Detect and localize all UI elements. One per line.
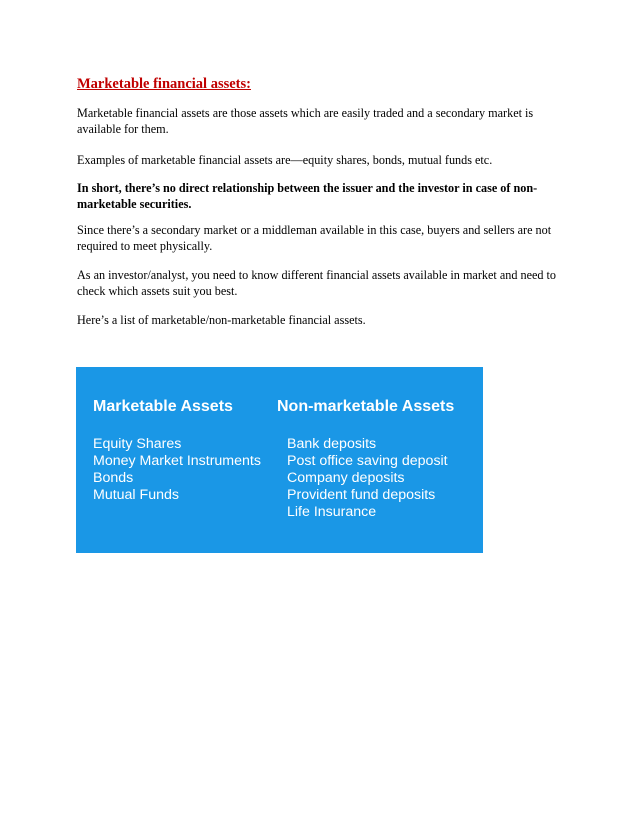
non-marketable-assets-list <box>287 436 448 521</box>
list-item: Equity Shares <box>93 436 182 452</box>
list-item: Mutual Funds <box>93 487 179 503</box>
marketable-assets-list <box>93 436 261 504</box>
paragraph-secondary-market: Since there’s a secondary market or a middleman available in this case, buyers and sellers are not required to meet physically. <box>77 223 552 253</box>
list-item: Provident fund deposits <box>287 487 436 503</box>
asset-comparison-image <box>76 367 483 553</box>
list-item: Post office saving deposit <box>287 453 448 469</box>
list-item: Bonds <box>93 470 134 486</box>
list-item: Money Market Instruments <box>93 453 261 469</box>
marketable-assets-title: Marketable Assets <box>93 398 233 415</box>
non-marketable-assets-title: Non-marketable Assets <box>277 398 455 415</box>
paragraph-investor-advice: As an investor/analyst, you need to know different financial assets available in market and need to check which assets suit you best. <box>77 268 557 298</box>
section-heading: Marketable financial assets: <box>77 76 251 92</box>
paragraph-summary-bold: In short, there’s no direct relationship between the issuer and the investor in case of non-marketable securities. <box>77 181 538 211</box>
paragraph-examples: Examples of marketable financial assets are—equity shares, bonds, mutual funds etc. <box>77 153 493 167</box>
paragraph-list-intro: Here’s a list of marketable/non-marketable financial assets. <box>77 313 366 327</box>
list-item: Life Insurance <box>287 504 377 520</box>
paragraph-definition: Marketable financial assets are those assets which are easily traded and a secondary market is available for them. <box>77 106 534 136</box>
list-item: Company deposits <box>287 470 405 486</box>
list-item: Bank deposits <box>287 436 377 452</box>
